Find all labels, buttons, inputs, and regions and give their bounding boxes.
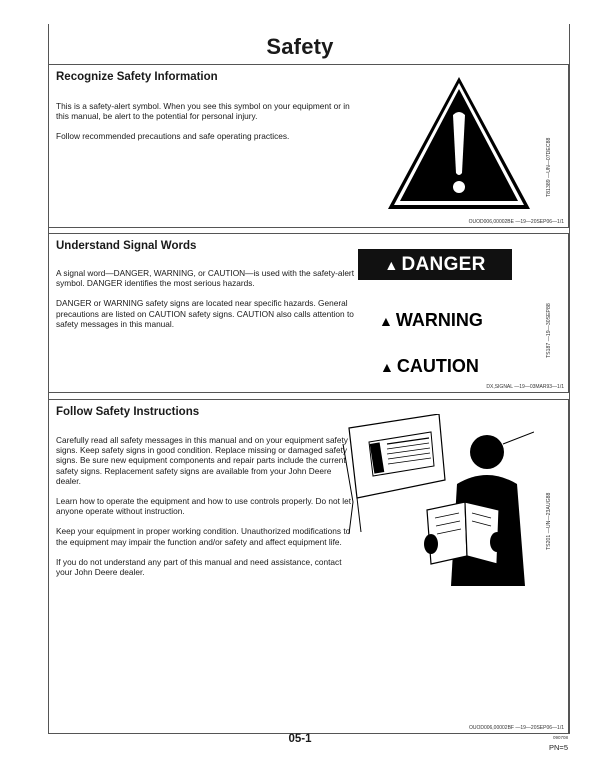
figure-code: T81389 —UN—07DEC88 — [546, 137, 552, 197]
section-title: Understand Signal Words — [56, 240, 197, 252]
section-body — [56, 268, 356, 339]
footer-code: 090708 — [552, 735, 568, 740]
paragraph: Carefully read all safety messages in this manual and on your equipment safety signs. Keep safety signs in good condition. Replace missing or damaged safety signs. Be sure new equipment components and repair parts include the current safety signs. Replacement safety signs are available from your John Deere dealer. — [56, 435, 348, 486]
safety-alert-triangle-icon — [384, 73, 534, 213]
section-follow-safety-instructions — [48, 399, 569, 734]
warning-label: WARNING — [395, 310, 483, 330]
page-number: 05-1 — [288, 733, 312, 745]
paragraph: If you do not understand any part of this manual and need assistance, contact your John Deere dealer. — [56, 556, 342, 578]
figure-code: TS201 —UN—23AUG88 — [546, 492, 552, 550]
paragraph: DANGER or WARNING safety signs are located near specific hazards. General precautions are listed on CAUTION safety signs. CAUTION also calls attention to safety messages in this manual. — [56, 298, 354, 329]
danger-label: DANGER — [401, 253, 486, 275]
section-title: Follow Safety Instructions — [56, 406, 200, 418]
section-body — [56, 435, 356, 587]
paragraph: Learn how to operate the equipment and how to use controls properly. Do not let anyone operate without instruction. — [56, 496, 352, 517]
section-reference: OUOD006,00002BF —19—20SEP06—1/1 — [468, 725, 564, 731]
footer-page-number: PN=5 — [549, 743, 568, 752]
alert-triangle-icon: ▲ — [384, 256, 399, 273]
section-understand-signal-words — [48, 233, 569, 393]
section-title: Recognize Safety Information — [56, 71, 218, 83]
paragraph: Keep your equipment in proper working condition. Unauthorized modifications to the equipment may impair the function and/or safety and affect equipment life. — [56, 526, 351, 547]
alert-triangle-icon: ▲ — [380, 359, 394, 375]
paragraph: A signal word—DANGER, WARNING, or CAUTION—is used with the safety-alert symbol. DANGER identifies the most serious hazards. — [56, 268, 354, 289]
paragraph: This is a safety-alert symbol. When you see this symbol on your equipment or in this manual, be alert to the potential for personal injury. — [56, 101, 350, 122]
alert-triangle-icon: ▲ — [379, 313, 393, 329]
warning-sign — [379, 310, 483, 331]
figure-code: TS187 —19—30SEP88 — [546, 303, 552, 358]
section-reference: DX,SIGNAL —19—03MAR93—1/1 — [486, 384, 564, 390]
section-reference: OUOD006,00002BE —19—20SEP06—1/1 — [468, 219, 564, 225]
caution-sign — [380, 356, 479, 377]
paragraph: Follow recommended precautions and safe operating practices. — [56, 131, 290, 142]
section-body — [56, 101, 356, 152]
page-title: Safety — [266, 34, 334, 59]
caution-label: CAUTION — [396, 356, 479, 376]
person-reading-manual-illustration — [339, 414, 534, 589]
section-recognize-safety-information — [48, 64, 569, 228]
danger-sign — [358, 249, 512, 280]
